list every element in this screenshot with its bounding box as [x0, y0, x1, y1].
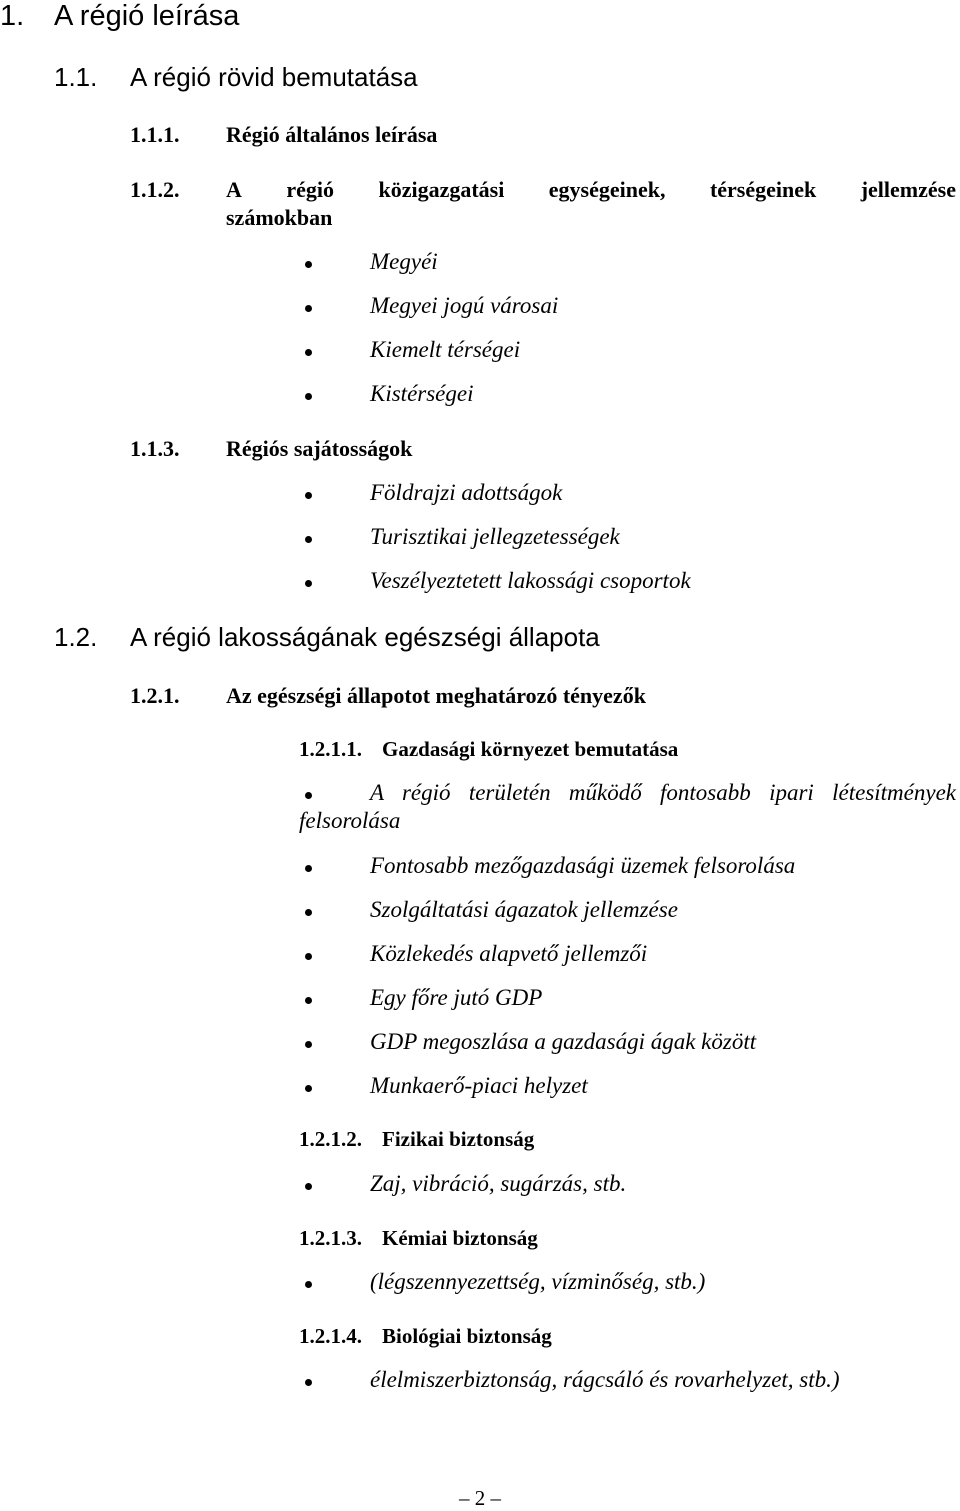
heading-1-1 — [54, 62, 418, 93]
heading-title: Gazdasági környezet bemutatása — [382, 737, 679, 761]
bullet-icon — [305, 1379, 312, 1386]
title-word: A — [226, 177, 242, 202]
heading-number: 1.1.1. — [130, 122, 180, 147]
bullet-icon — [305, 909, 312, 916]
list-item: Közlekedés alapvető jellemzői — [370, 941, 648, 966]
heading-title: Biológiai biztonság — [382, 1324, 552, 1348]
heading-1-1-3 — [130, 436, 413, 462]
bullet-icon — [305, 305, 312, 312]
bullet-icon — [305, 865, 312, 872]
heading-1-2-1-1 — [299, 737, 679, 762]
heading-1-1-2-cont: számokban — [226, 205, 333, 230]
heading-number: 1.2.1.3. — [299, 1226, 362, 1250]
list-item: Fontosabb mezőgazdasági üzemek felsorolása — [370, 853, 796, 878]
heading-title: Régió általános leírása — [226, 122, 438, 147]
list-item: Megyei jogú városai — [370, 293, 559, 318]
title-word: régió — [286, 177, 334, 202]
list-item: Zaj, vibráció, sugárzás, stb. — [370, 1171, 627, 1196]
bullet-icon — [305, 1085, 312, 1092]
heading-title: A régió leírása — [54, 0, 240, 32]
heading-1-1-2 — [130, 177, 180, 203]
bullet-icon — [305, 580, 312, 587]
list-item: Veszélyeztetett lakossági csoportok — [370, 568, 691, 593]
list-item: A régió területén működő fontosabb ipari létesítmények — [370, 780, 956, 805]
heading-1-2 — [54, 622, 600, 653]
bullet-icon — [305, 792, 312, 799]
list-item: Turisztikai jellegzetességek — [370, 524, 620, 549]
list-item: Megyéi — [370, 249, 438, 274]
title-word: térségeinek — [709, 177, 817, 202]
heading-number: 1.2.1.1. — [299, 737, 362, 761]
heading-number: 1.2. — [54, 622, 98, 652]
heading-1-2-1-2 — [299, 1127, 535, 1152]
page-number: – 2 – — [459, 1486, 501, 1510]
title-word: közigazgatási — [378, 177, 505, 202]
heading-title: Kémiai biztonság — [382, 1226, 538, 1250]
heading-number: 1.2.1. — [130, 683, 180, 708]
list-item: (légszennyezettség, vízminőség, stb.) — [370, 1269, 706, 1294]
bullet-icon — [305, 953, 312, 960]
list-item: Munkaerő-piaci helyzet — [370, 1073, 588, 1098]
list-item: élelmiszerbiztonság, rágcsáló és rovarhelyzet, stb.) — [370, 1367, 840, 1392]
bullet-icon — [305, 393, 312, 400]
heading-title: Az egészségi állapotot meghatározó tényezők — [226, 683, 646, 708]
list-item-continuation: felsorolása — [299, 808, 401, 833]
heading-1-1-2-title — [226, 177, 956, 203]
heading-title: A régió rövid bemutatása — [130, 62, 418, 92]
bullet-icon — [305, 349, 312, 356]
heading-number: 1. — [0, 0, 25, 32]
heading-1-2-1-4 — [299, 1324, 552, 1349]
list-item: GDP megoszlása a gazdasági ágak között — [370, 1029, 757, 1054]
heading-number: 1.1. — [54, 62, 98, 92]
bullet-icon — [305, 536, 312, 543]
heading-title: Fizikai biztonság — [382, 1127, 535, 1151]
bullet-icon — [305, 1183, 312, 1190]
heading-title: Régiós sajátosságok — [226, 436, 413, 461]
heading-1-2-1-3 — [299, 1226, 538, 1251]
heading-number: 1.2.1.2. — [299, 1127, 362, 1151]
heading-number: 1.2.1.4. — [299, 1324, 362, 1348]
list-item: Kiemelt térségei — [370, 337, 521, 362]
title-word: jellemzése — [860, 177, 956, 202]
list-item: Szolgáltatási ágazatok jellemzése — [370, 897, 678, 922]
bullet-icon — [305, 1281, 312, 1288]
bullet-icon — [305, 492, 312, 499]
heading-1 — [0, 0, 240, 33]
list-item: Egy főre jutó GDP — [370, 985, 543, 1010]
heading-number: 1.1.3. — [130, 436, 180, 461]
heading-title: A régió lakosságának egészségi állapota — [130, 622, 600, 652]
bullet-icon — [305, 1041, 312, 1048]
title-word: egységeinek, — [548, 177, 666, 202]
list-item: Földrajzi adottságok — [370, 480, 563, 505]
bullet-icon — [305, 997, 312, 1004]
heading-1-1-1 — [130, 122, 438, 148]
heading-1-2-1 — [130, 683, 646, 709]
heading-number: 1.1.2. — [130, 177, 180, 202]
list-item: Kistérségei — [370, 381, 474, 406]
bullet-icon — [305, 261, 312, 268]
